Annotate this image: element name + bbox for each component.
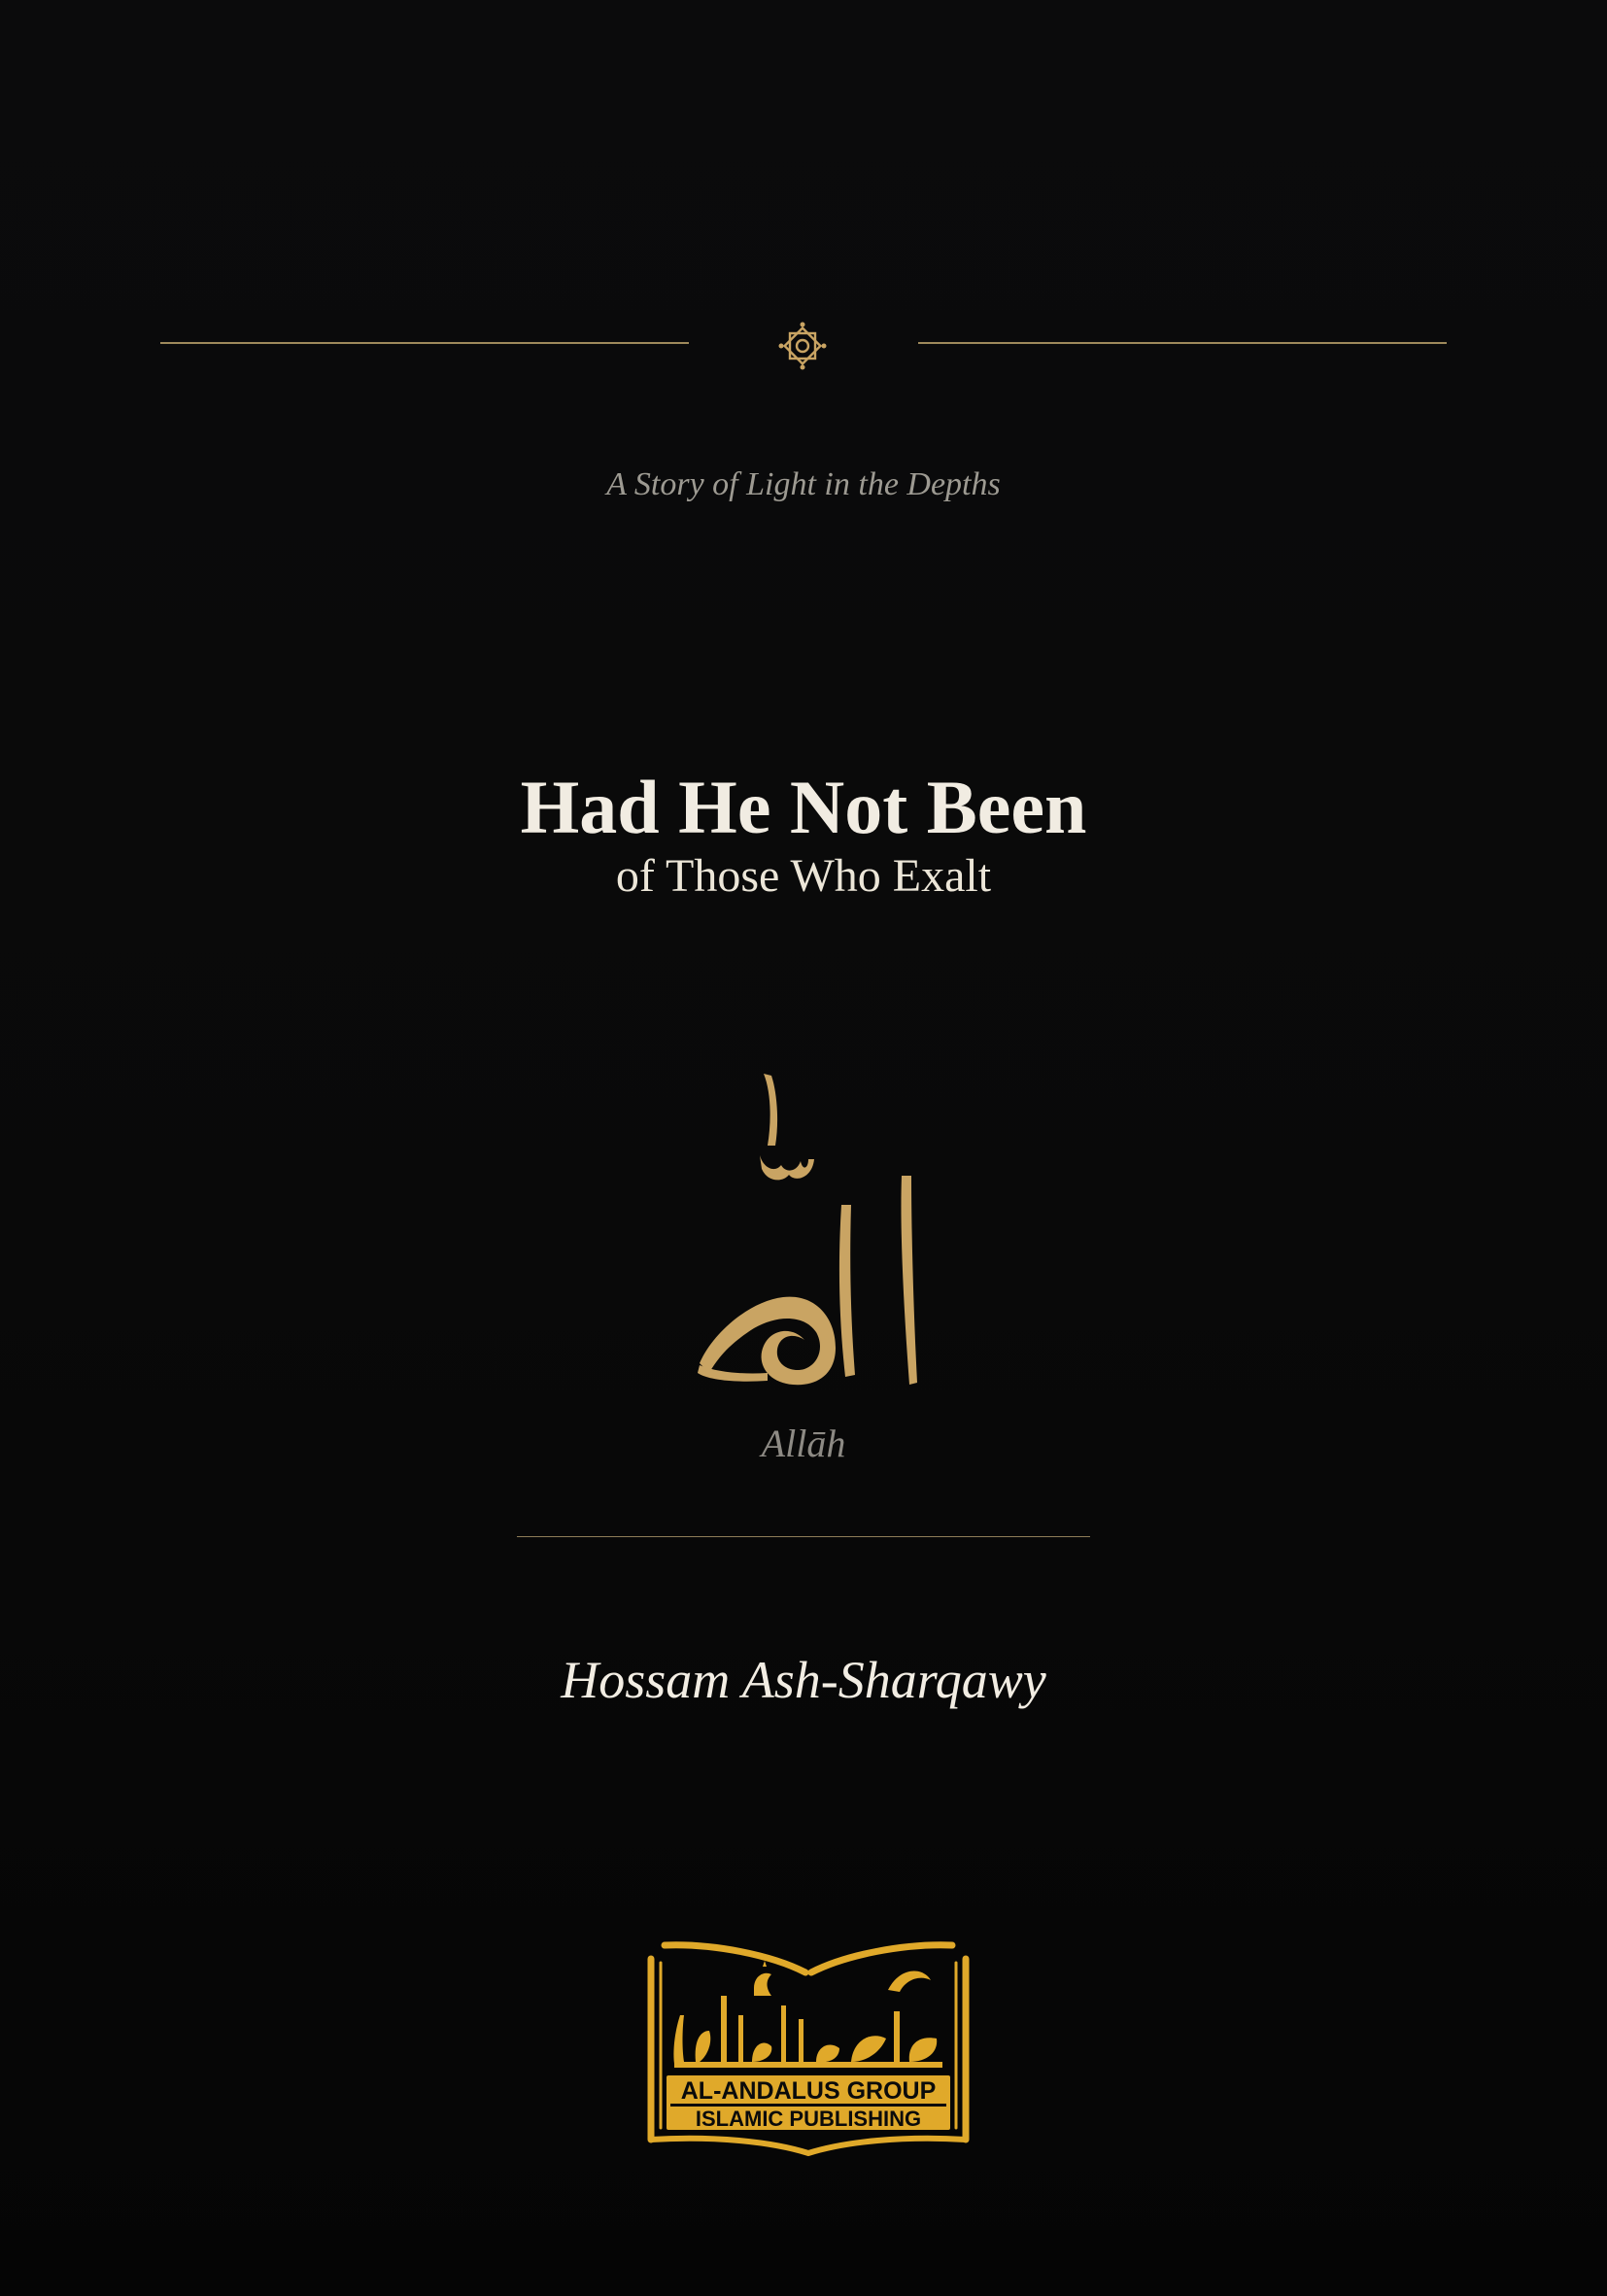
publisher-line2: ISLAMIC PUBLISHING [695, 2107, 922, 2131]
author-name: Hossam Ash-Sharqawy [561, 1651, 1046, 1709]
top-divider-right [918, 342, 1447, 344]
top-divider-left [160, 342, 689, 344]
allah-calligraphy [670, 1064, 942, 1394]
tagline: A Story of Light in the Depths [606, 466, 1001, 502]
transliteration: Allāh [761, 1422, 846, 1465]
publisher-logo [645, 1937, 972, 2161]
book-title: Had He Not Been [520, 765, 1087, 849]
middle-divider [517, 1536, 1090, 1537]
publisher-line1: AL-ANDALUS GROUP [680, 2077, 937, 2105]
book-subtitle: of Those Who Exalt [615, 850, 992, 902]
star-ornament-icon [775, 319, 830, 373]
